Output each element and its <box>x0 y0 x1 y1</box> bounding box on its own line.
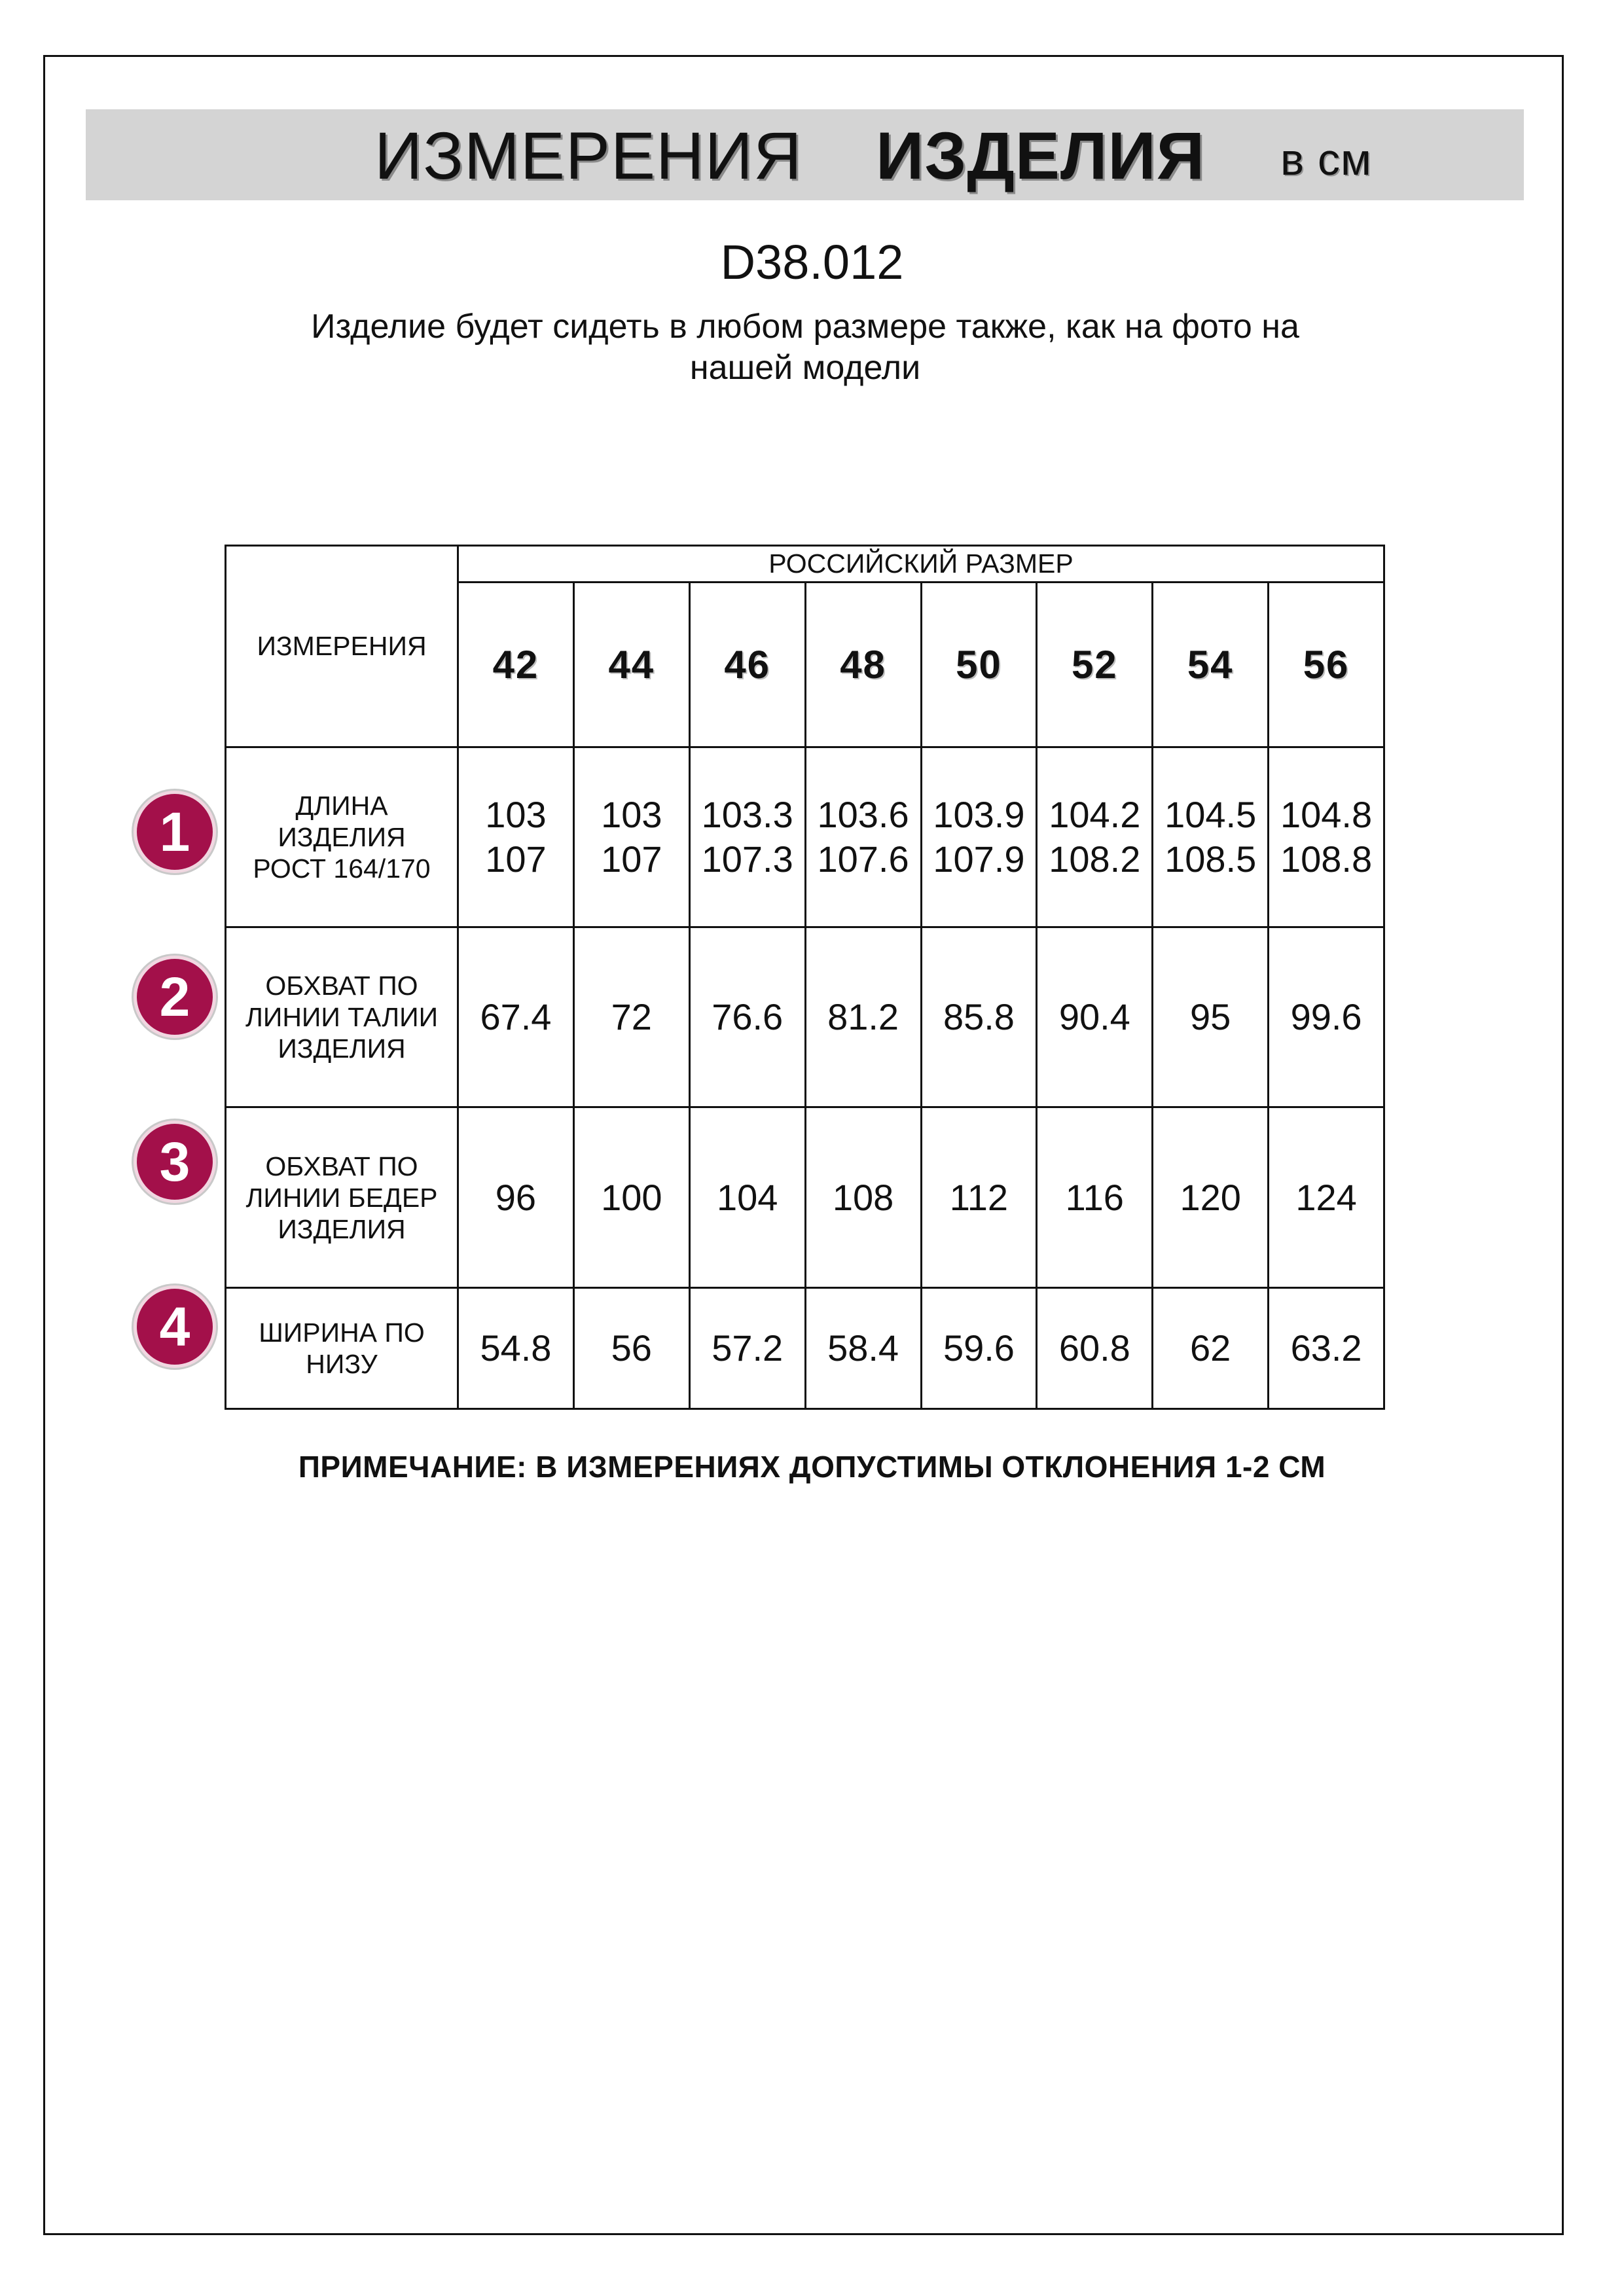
title-word-product: ИЗДЕЛИЯ <box>876 118 1206 193</box>
row-label-line: ДЛИНА <box>295 791 388 821</box>
table-cell: 100 <box>573 1107 689 1287</box>
cell-value-top: 104.2 <box>1049 794 1141 836</box>
table-cell: 96 <box>458 1107 574 1287</box>
fit-description-line-2: нашей модели <box>689 349 921 387</box>
row-label-hips <box>226 1107 458 1287</box>
table-cell <box>805 747 921 927</box>
cell-value-top: 103.9 <box>933 794 1025 836</box>
size-header: 54 <box>1153 583 1269 747</box>
size-header: 48 <box>805 583 921 747</box>
cell-value-bottom: 107.6 <box>817 838 909 880</box>
row-label-line: ЛИНИИ ТАЛИИ <box>245 1002 439 1033</box>
number-badge-2: 2 <box>137 959 213 1035</box>
table-cell: 54.8 <box>458 1287 574 1408</box>
table-cell: 67.4 <box>458 927 574 1107</box>
cell-value-bottom: 107.3 <box>701 838 793 880</box>
title-word-measurements: ИЗМЕРЕНИЯ <box>374 118 803 193</box>
table-cell: 124 <box>1269 1107 1384 1287</box>
row-label-line: РОСТ 164/170 <box>253 853 431 884</box>
table-cell: 72 <box>573 927 689 1107</box>
cell-value-top: 103 <box>485 794 547 836</box>
number-badge-1: 1 <box>137 794 213 870</box>
number-badge-4: 4 <box>137 1289 213 1365</box>
table-cell <box>689 747 805 927</box>
row-label-length <box>226 747 458 927</box>
row-label-waist <box>226 927 458 1107</box>
table-cell: 76.6 <box>689 927 805 1107</box>
row-label-line: НИЗУ <box>306 1348 378 1379</box>
fit-description-line-1: Изделие будет сидеть в любом размере также, как на фото на <box>311 308 1299 346</box>
row-label-line: ИЗДЕЛИЯ <box>278 1213 406 1244</box>
table-cell: 99.6 <box>1269 927 1384 1107</box>
table-row <box>226 1287 1384 1408</box>
row-label-line: ИЗДЕЛИЯ <box>278 1033 406 1064</box>
product-code: D38.012 <box>720 235 904 289</box>
table-cell <box>1269 747 1384 927</box>
row-label-line: ОБХВАТ ПО <box>265 971 418 1001</box>
table-row <box>226 747 1384 927</box>
table-cell: 57.2 <box>689 1287 805 1408</box>
fit-description <box>249 306 1362 389</box>
table-cell: 116 <box>1037 1107 1153 1287</box>
number-badge-3: 3 <box>137 1124 213 1200</box>
title-unit: в см <box>1280 135 1372 185</box>
table-cell: 90.4 <box>1037 927 1153 1107</box>
tolerance-note: ПРИМЕЧАНИЕ: В ИЗМЕРЕНИЯХ ДОПУСТИМЫ ОТКЛОНЕНИЯ 1-2 СМ <box>298 1450 1326 1484</box>
corner-label: ИЗМЕРЕНИЯ <box>226 546 458 747</box>
table-cell: 59.6 <box>921 1287 1037 1408</box>
table-row <box>226 927 1384 1107</box>
size-header: 52 <box>1037 583 1153 747</box>
table-row <box>226 1107 1384 1287</box>
table-cell <box>1153 747 1269 927</box>
cell-value-bottom: 108.5 <box>1164 838 1257 880</box>
cell-value-bottom: 107 <box>601 838 662 880</box>
table-cell: 108 <box>805 1107 921 1287</box>
size-header: 50 <box>921 583 1037 747</box>
cell-value-bottom: 108.2 <box>1049 838 1141 880</box>
table-cell <box>573 747 689 927</box>
size-header: 42 <box>458 583 574 747</box>
table-cell: 60.8 <box>1037 1287 1153 1408</box>
table-cell <box>458 747 574 927</box>
table-cell: 63.2 <box>1269 1287 1384 1408</box>
cell-value-bottom: 107 <box>485 838 547 880</box>
size-chart-table <box>225 545 1385 1410</box>
table-cell: 104 <box>689 1107 805 1287</box>
size-group-label: РОССИЙСКИЙ РАЗМЕР <box>458 546 1384 583</box>
row-label-line: ШИРИНА ПО <box>259 1317 425 1348</box>
table-cell: 95 <box>1153 927 1269 1107</box>
table-cell: 81.2 <box>805 927 921 1107</box>
table-cell: 112 <box>921 1107 1037 1287</box>
table-cell: 56 <box>573 1287 689 1408</box>
table-cell: 58.4 <box>805 1287 921 1408</box>
row-label-line: ЛИНИИ БЕДЕР <box>245 1182 438 1213</box>
cell-value-top: 104.5 <box>1164 794 1257 836</box>
cell-value-top: 103.6 <box>817 794 909 836</box>
size-header: 44 <box>573 583 689 747</box>
table-cell: 85.8 <box>921 927 1037 1107</box>
size-header: 56 <box>1269 583 1384 747</box>
size-header: 46 <box>689 583 805 747</box>
cell-value-top: 104.8 <box>1280 794 1373 836</box>
cell-value-top: 103 <box>601 794 662 836</box>
table-cell <box>1037 747 1153 927</box>
row-label-hem-width <box>226 1287 458 1408</box>
cell-value-top: 103.3 <box>701 794 793 836</box>
cell-value-bottom: 107.9 <box>933 838 1025 880</box>
row-label-line: ИЗДЕЛИЯ <box>278 822 406 853</box>
table-cell: 120 <box>1153 1107 1269 1287</box>
table-cell: 62 <box>1153 1287 1269 1408</box>
cell-value-bottom: 108.8 <box>1280 838 1373 880</box>
table-cell <box>921 747 1037 927</box>
table-header-row-group <box>226 546 1384 583</box>
row-label-line: ОБХВАТ ПО <box>265 1151 418 1181</box>
